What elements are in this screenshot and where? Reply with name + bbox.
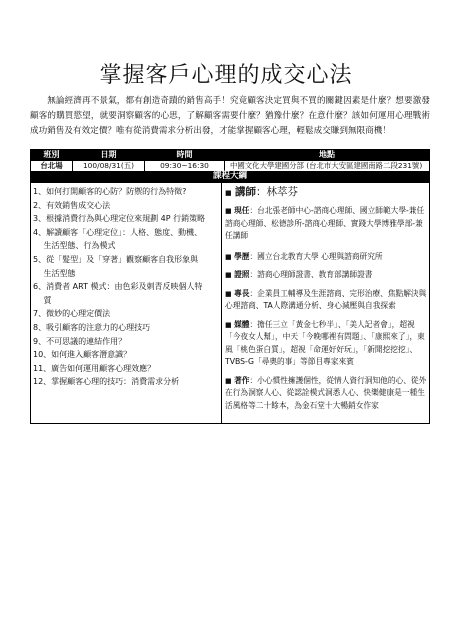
outline-item: 2、有效銷售成交心法: [33, 200, 111, 210]
outline-item: 4、解讀顧客「心理定位」：人格、態度、動機、: [33, 227, 203, 237]
info-table: [30, 149, 430, 172]
outline-item: 質: [33, 295, 52, 305]
info-table-row: [31, 161, 430, 172]
section-label: 現任: [234, 206, 250, 215]
header-location: 地點: [225, 150, 430, 161]
bullet-icon: ■: [225, 189, 232, 197]
teacher-label: 講師: [234, 186, 256, 198]
outline-item: 10、如何進入顧客潛意識？: [33, 350, 132, 360]
outline-item: 5、從「髮型」及「穿著」觀察顧客自我形象與: [33, 254, 199, 264]
section-label: 著作: [234, 375, 250, 385]
profile-section-current: ■ 現任：台北張老師中心-諮商心理師、國立師範大學-兼任諮商心理師、松德診所-諮商心理師、實踐大學博雅學部-兼任講師: [225, 206, 425, 240]
info-table-header: [31, 150, 430, 161]
profile-section-education: ■ 學歷：國立台北教育大學 心理與諮商研究所: [225, 251, 383, 261]
profile-section-publications: ■ 著作：小心慣性擁護個性，從情人資行洞知他的心、從外在行為洞察人心、從認詮模式洞悉人心、快樂健康是一種生活風格等二十餘本，為金石堂十大暢銷女作家: [225, 375, 427, 410]
column-divider: [221, 183, 222, 423]
outline-item: 7、微妙的心理定價法: [33, 309, 111, 319]
header-time: 時間: [145, 150, 225, 161]
bullet-icon: ■: [225, 271, 232, 279]
outline-item: 11、廣告如何運用顧客心理效應？: [33, 363, 156, 373]
bullet-icon: ■: [225, 289, 232, 298]
bullet-icon: ■: [225, 252, 232, 261]
outline-item: 9、不可思議的連結作用？: [33, 336, 127, 346]
profile-section-expertise: ■ 專長：企業員工輔導及生涯諮商、完形治療、焦點解決與心理諮商、TA人際溝通分析、身心減壓與自我探索: [225, 288, 427, 310]
profile-section-license: ■ 證照：諮商心理師證書、教育部講師證書: [225, 270, 373, 279]
cell-location: 中國文化大學建國分部 (台北市大安區建國南路二段231號): [225, 161, 430, 172]
outline-item: 1、如何打開顧客的心防？防禦的行為特徵?: [33, 187, 187, 196]
bullet-icon: ■: [225, 207, 232, 215]
outline-item: 6、消費者 ART 模式：由色彩及刺青反映個人特: [33, 282, 203, 292]
section-text: 國立台北教育大學 心理與諮商研究所: [257, 251, 383, 261]
section-text: 小心慣性擁護個性，從情人資行洞知他的心、從外在行為洞察人心、從認詮模式洞悉人心、快樂健康是一種生活風格等二十餘本，為金石堂十大暢銷女作家: [225, 375, 427, 410]
section-text: 台北張老師中心-諮商心理師、國立師範大學-兼任諮商心理師、松德診所-諮商心理師、實踐大學博雅學部-兼任講師: [225, 206, 425, 240]
section-text: 擔任三立「黃金七秒半」、「美人記者會」，超視「今夜女人幫」，中天「今晚哪裡有問題」、「康熙來了」，東風「桃色蛋白質」，超視「命運好好玩」，「新聞挖挖挖」、TVBS-G「尋奧的事」等節目專家來賓: [225, 319, 425, 366]
teacher-line: ■ 講師：林萃芬: [225, 186, 298, 198]
cell-date: 100/08/31(五): [73, 161, 145, 172]
course-outline-header: 課程大綱: [30, 171, 430, 182]
outline-list: [33, 185, 219, 389]
section-label: 媒體: [234, 319, 250, 329]
outline-item: 3、根據消費行為與心理定位來規劃 4P 行銷策略: [33, 214, 206, 224]
header-class: 班別: [31, 150, 73, 161]
outline-item: 12、掌握顧客心理的技巧：消費需求分析: [33, 377, 180, 387]
instructor-profile: [225, 185, 427, 412]
cell-time: 09:30~16:30: [145, 161, 225, 172]
header-date: 日期: [73, 150, 145, 161]
section-label: 學歷: [234, 251, 250, 261]
outline-item: 生活型態: [33, 268, 76, 278]
intro-paragraph: 無論經濟再不景氣，都有創造奇蹟的銷售高手！究竟顧客決定買與不買的關鍵因素是什麼？想要激發顧客的購買慾望，就要洞察顧客的心思，了解顧客需要什麼？猶豫什麼？在意什麼？該如何運用心理戰術成功銷售及有效定價？唯有從消費需求分析出發，才能掌握顧客心理，輕鬆成交賺到無限商機！: [30, 96, 430, 136]
bullet-icon: ■: [225, 320, 232, 329]
bullet-icon: ■: [225, 376, 232, 385]
section-text: 諮商心理師證書、教育部講師證書: [257, 270, 373, 279]
outline-item: 生活型態、行為模式: [33, 241, 116, 251]
section-label: 專長: [234, 288, 250, 298]
outline-item: 8、吸引顧客的注意力的心理技巧: [33, 322, 151, 332]
cell-class: 台北場: [31, 161, 73, 172]
teacher-name: 林萃芬: [266, 186, 298, 198]
profile-section-media: ■ 媒體：擔任三立「黃金七秒半」、「美人記者會」，超視「今夜女人幫」，中天「今晚哪裡有問題」、「康熙來了」，東風「桃色蛋白質」，超視「命運好好玩」，「新聞挖挖挖」、TVBS-G「尋奧的事」等節目專家來賓: [225, 319, 425, 366]
page-title: 掌握客戶心理的成交心法: [99, 63, 353, 88]
section-label: 證照: [234, 270, 250, 279]
section-text: 企業員工輔導及生涯諮商、完形治療、焦點解決與心理諮商、TA人際溝通分析、身心減壓與自我探索: [225, 288, 427, 310]
course-body: [30, 182, 430, 424]
